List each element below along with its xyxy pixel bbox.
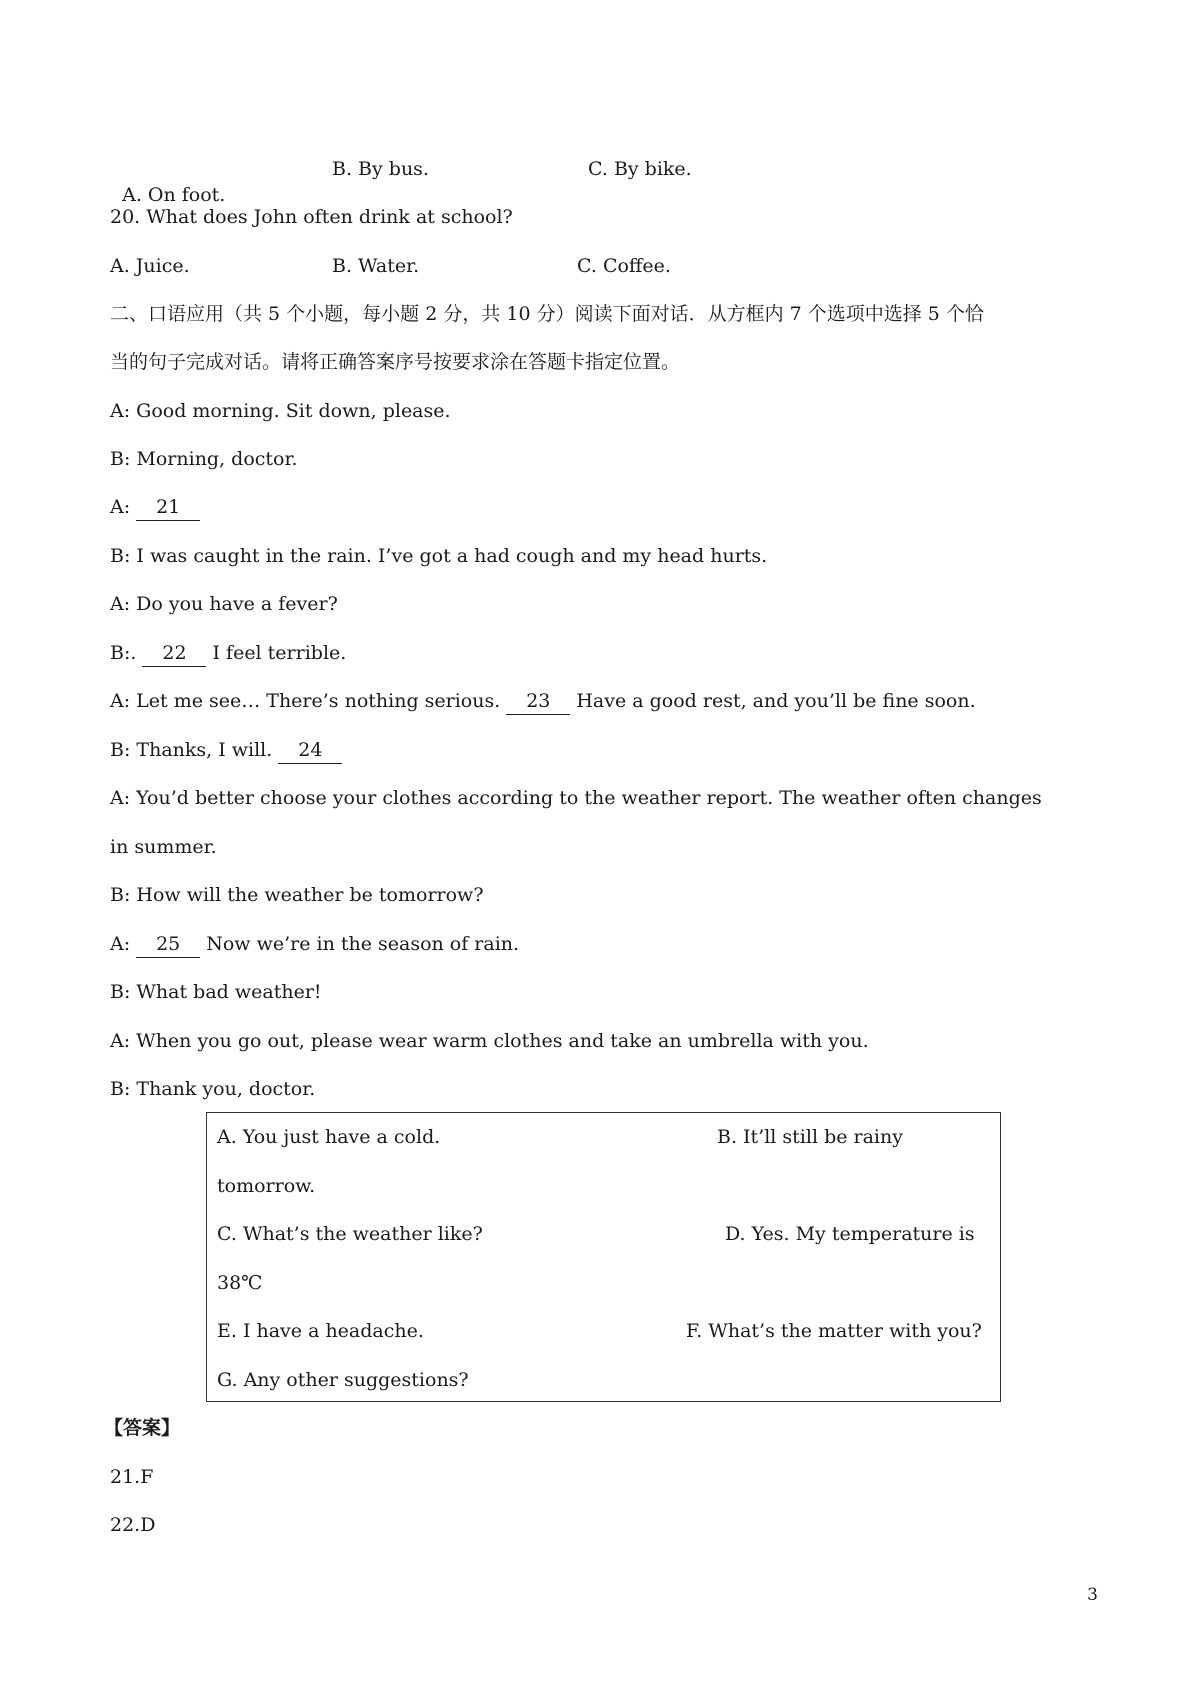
q20-question: 20. What does John often drink at school? [110,206,513,228]
option-g: G. Any other suggestions? [217,1369,469,1391]
dialogue-line-4: B: I was caught in the rain. I’ve got a had cough and my head hurts. [110,545,768,567]
section2-instructions-line2: 当的句子完成对话。请将正确答案序号按要求涂在答题卡指定位置。 [110,351,681,373]
dialogue-line-11: B: How will the weather be tomorrow? [110,884,484,906]
dialogue-text: I feel terrible. [206,642,347,664]
section2-instructions-line1: 二、口语应用（共 5 个小题，每小题 2 分，共 10 分）阅读下面对话．从方框内 7 个选项中选择 5 个恰 [110,303,984,325]
option-b-continued: tomorrow. [217,1175,316,1197]
dialogue-line-10: in summer. [110,836,217,858]
option-b: B. It’ll still be rainy [717,1126,903,1148]
blank-24: 24 [278,737,342,764]
dialogue-line-14: A: When you go out, please wear warm clothes and take an umbrella with you. [110,1030,869,1052]
page-number: 3 [1087,1585,1098,1605]
option-d-continued: 38℃ [217,1272,263,1294]
option-c: C. What’s the weather like? [217,1223,483,1245]
dialogue-line-15: B: Thank you, doctor. [110,1078,316,1100]
speaker-label: A: [110,496,137,518]
dialogue-line-12 [110,931,519,958]
dialogue-text: B: Thanks, I will. [110,739,279,761]
q20-option-c: C. Coffee. [577,255,671,277]
answer-21: 21.F [110,1466,154,1488]
blank-23: 23 [506,688,570,715]
q19-option-b: B. By bus. [332,158,429,180]
dialogue-line-8 [110,737,342,764]
dialogue-line-3 [110,494,200,521]
dialogue-line-2: B: Morning, doctor. [110,448,298,470]
dialogue-text: A: Let me see… There’s nothing serious. [110,690,507,712]
answer-22: 22.D [110,1514,156,1536]
dialogue-text: Have a good rest, and you’ll be fine soon. [570,690,976,712]
option-f: F. What’s the matter with you? [686,1320,982,1342]
q20-option-b: B. Water. [332,255,420,277]
dialogue-line-1: A: Good morning. Sit down, please. [110,400,451,422]
q19-option-row [110,156,225,208]
q19-option-a: A. On foot. [122,184,226,206]
dialogue-line-7 [110,688,976,715]
option-a: A. You just have a cold. [217,1126,441,1148]
blank-22: 22 [142,640,206,667]
option-d: D. Yes. My temperature is [725,1223,975,1245]
speaker-label: B:. [110,642,143,664]
dialogue-text: Now we’re in the season of rain. [200,933,520,955]
option-e: E. I have a headache. [217,1320,424,1342]
options-box [206,1112,1001,1402]
dialogue-line-6 [110,640,346,667]
q20-option-a: A. Juice. [110,255,190,277]
speaker-label: A: [110,933,137,955]
answer-header: 【答案】 [104,1417,181,1439]
dialogue-line-5: A: Do you have a fever? [110,593,338,615]
blank-25: 25 [136,931,200,958]
q19-option-c: C. By bike. [588,158,692,180]
dialogue-line-9: A: You’d better choose your clothes according to the weather report. The weather often changes [110,787,1042,809]
dialogue-line-13: B: What bad weather! [110,981,322,1003]
blank-21: 21 [136,494,200,521]
